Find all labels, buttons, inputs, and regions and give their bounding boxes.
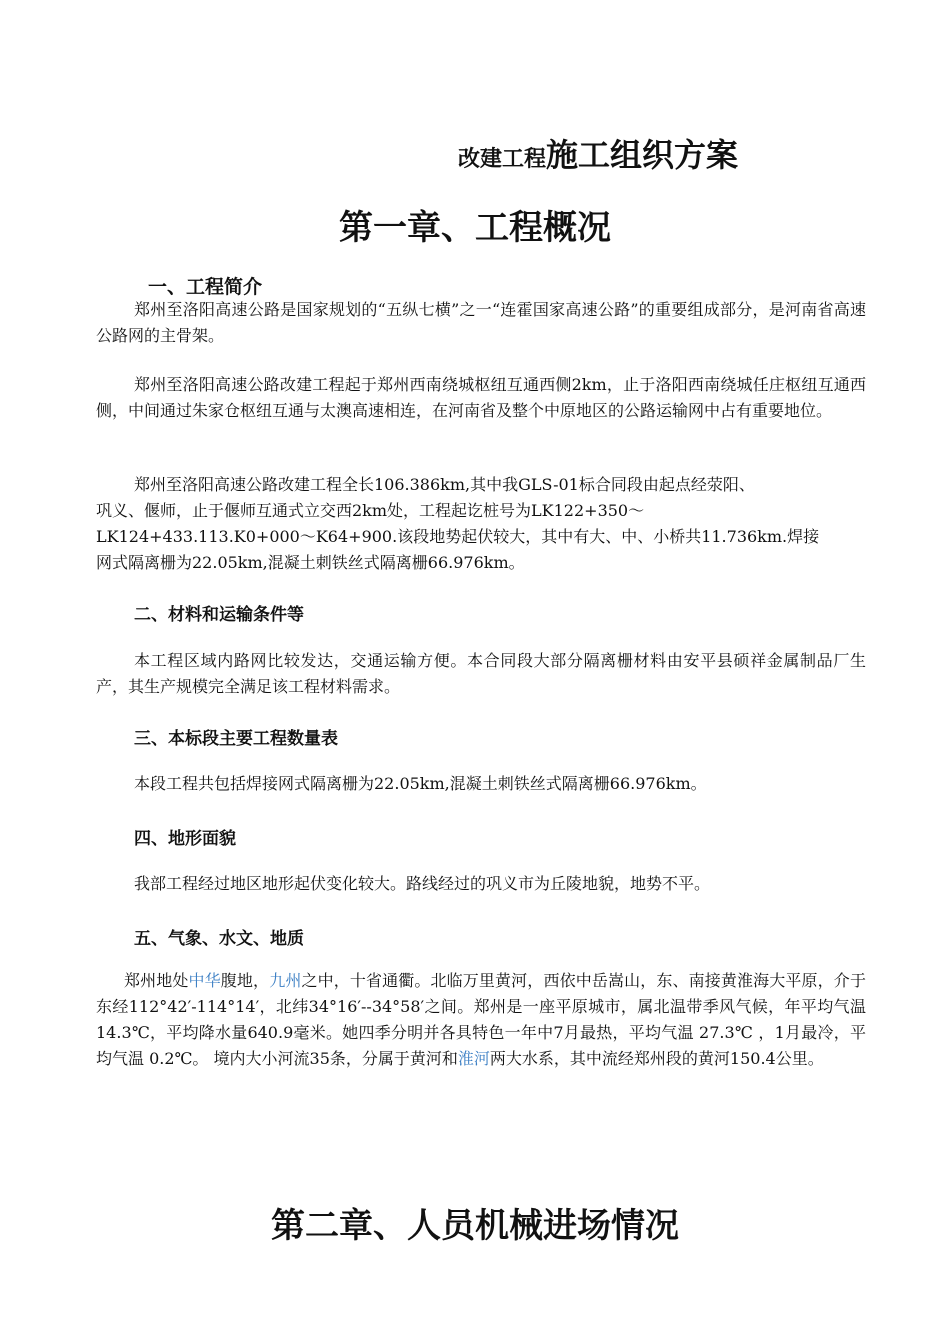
section-5-text-c: 之中，十省通衢。北临万里黄河，西依中岳嵩山，东、南接黄淮海大平原，介于东经112°42′-114°14′，北纬34°16′--34°58′之间。郑州是一座平原城市，属北温带季风气候，年平均气温 14.3℃，平均降水量640.9毫米。她四季分明并各具特色一年中7月最热，平均气温 27.3℃ ，1月最冷，平均气温 0.2℃。 境内大小河流35条，分属于黄河和 bbox=[96, 971, 866, 1068]
section-1-paragraph-2: 郑州至洛阳高速公路改建工程起于郑州西南绕城枢纽互通西侧2km，止于洛阳西南绕城任庄枢纽互通西侧，中间通过朱家仓枢纽互通与太澳高速相连，在河南省及整个中原地区的公路运输网中占有重要地位。 bbox=[96, 375, 866, 420]
chapter-1-heading: 第一章、工程概况 bbox=[339, 208, 611, 248]
section-3-paragraph: 本段工程共包括焊接网式隔离栅为22.05km,混凝土刺铁丝式隔离栅66.976km。 bbox=[134, 774, 707, 793]
section-5-text-b: 腹地， bbox=[220, 971, 270, 990]
document-title bbox=[458, 130, 738, 176]
chapter-2-heading: 第二章、人员机械进场情况 bbox=[271, 1206, 679, 1246]
section-1-heading: 一、工程简介 bbox=[148, 277, 263, 298]
link-jiuzhou[interactable]: 九州 bbox=[269, 971, 302, 990]
section-1-paragraph-3-line-1: 郑州至洛阳高速公路改建工程全长106.386km,其中我GLS-01标合同段由起点经荥阳、 bbox=[134, 475, 755, 494]
section-1-paragraph-3 bbox=[96, 472, 866, 576]
section-1-paragraph-3-line-3: LK124+433.113.K0+000～K64+900.该段地势起伏较大，其中有大、中、小桥共11.736km.焊接 bbox=[96, 527, 820, 546]
section-5-text-d: 两大水系，其中流经郑州段的黄河150.4公里。 bbox=[489, 1049, 824, 1068]
section-4-heading: 四、地形面貌 bbox=[134, 829, 236, 848]
link-huaihe[interactable]: 淮河 bbox=[457, 1049, 490, 1068]
document-title-main: 施工组织方案 bbox=[546, 136, 739, 174]
document-title-prefix: 改建工程 bbox=[458, 146, 547, 172]
section-1-paragraph-3-line-2: 巩义、偃师，止于偃师互通式立交西2km处，工程起讫桩号为LK122+350～ bbox=[96, 501, 645, 520]
section-1-paragraph-1: 郑州至洛阳高速公路是国家规划的“五纵七横”之一“连霍国家高速公路”的重要组成部分，是河南省高速公路网的主骨架。 bbox=[96, 300, 866, 345]
section-5-text-a: 郑州地处 bbox=[124, 971, 189, 990]
section-2-heading: 二、材料和运输条件等 bbox=[134, 605, 304, 624]
section-5-heading: 五、气象、水文、地质 bbox=[134, 929, 304, 948]
section-2-paragraph: 本工程区域内路网比较发达，交通运输方便。本合同段大部分隔离栅材料由安平县硕祥金属制品厂生产，其生产规模完全满足该工程材料需求。 bbox=[96, 651, 866, 696]
section-4-paragraph: 我部工程经过地区地形起伏变化较大。路线经过的巩义市为丘陵地貌，地势不平。 bbox=[134, 874, 711, 893]
link-zhonghua[interactable]: 中华 bbox=[188, 971, 221, 990]
section-3-heading: 三、本标段主要工程数量表 bbox=[134, 729, 338, 748]
section-5-paragraph bbox=[96, 968, 866, 1072]
section-1-paragraph-3-line-4: 网式隔离栅为22.05km,混凝土刺铁丝式隔离栅66.976km。 bbox=[96, 553, 525, 572]
